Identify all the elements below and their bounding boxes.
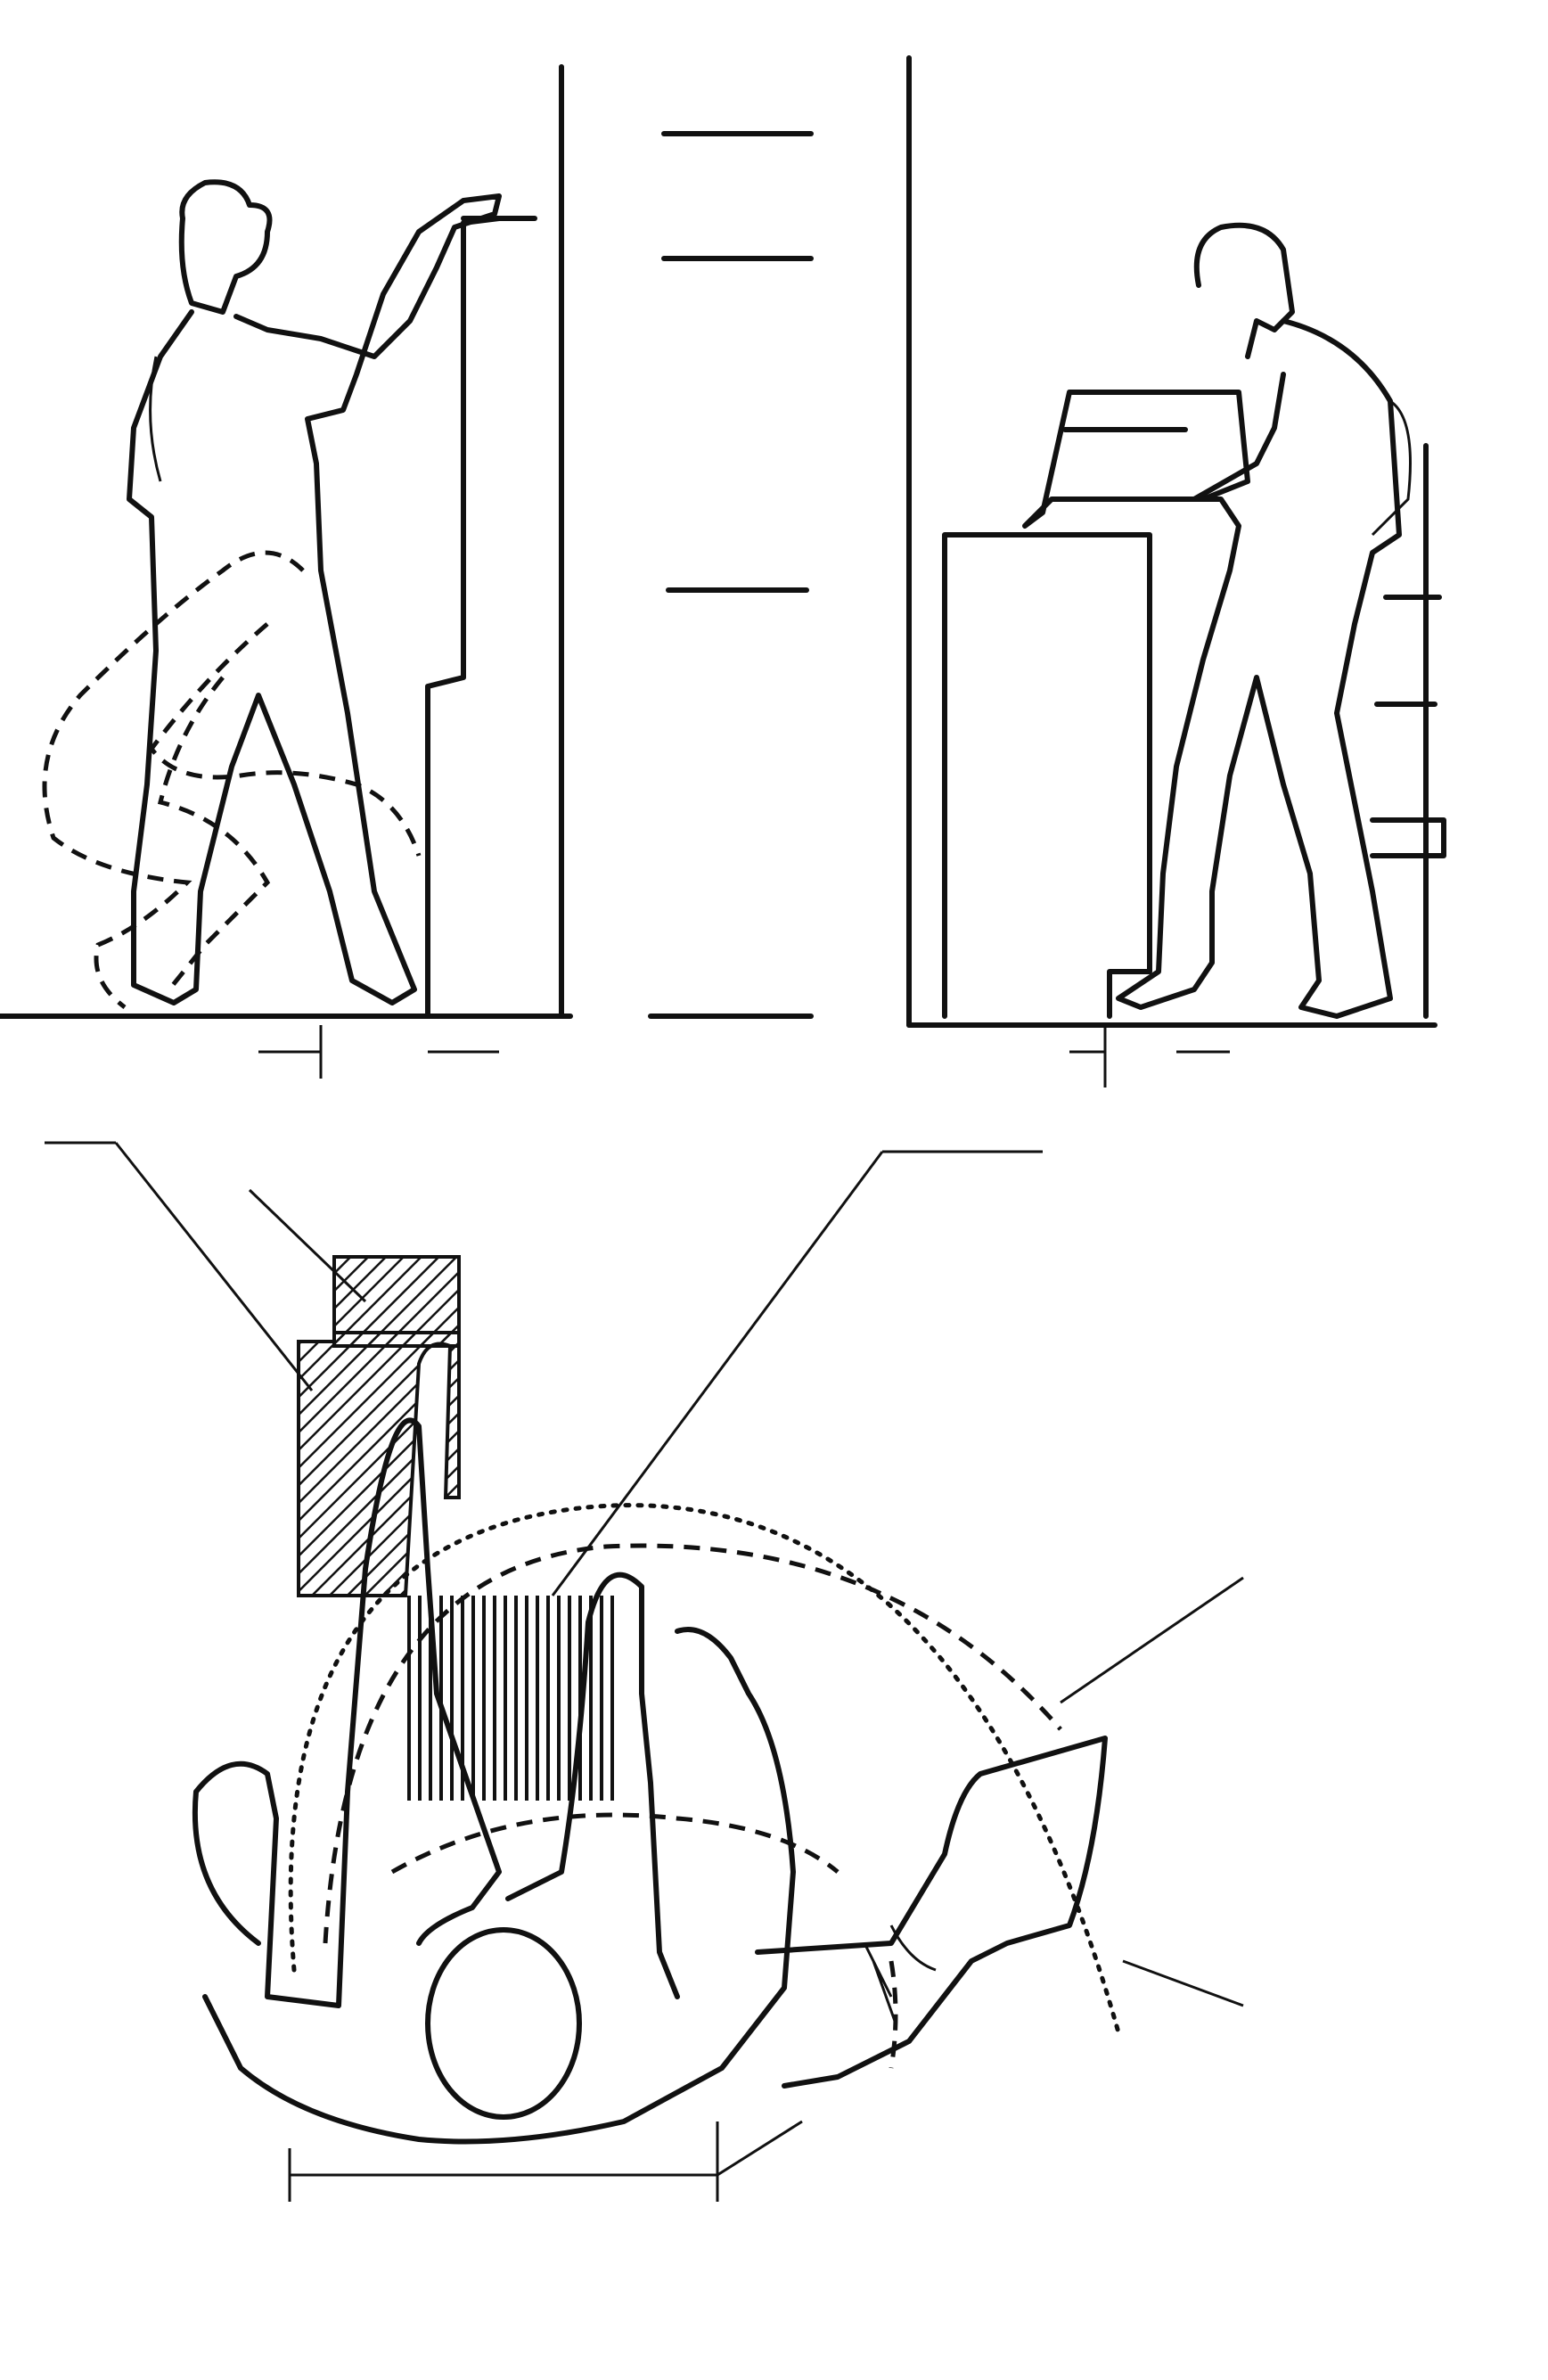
optimal-arc <box>392 1815 838 1872</box>
standing-figure <box>0 182 811 1079</box>
operator-reach-arm <box>758 1738 1105 2086</box>
dashed-pose-1 <box>45 553 303 1007</box>
bench-block <box>945 535 1150 1016</box>
standing-head <box>182 182 270 312</box>
leader-optimal <box>553 1152 882 1596</box>
leader-adjust <box>116 1143 312 1391</box>
operator-head <box>428 1930 579 2117</box>
knee-leader <box>717 2121 802 2175</box>
bench-figure <box>909 226 1444 1087</box>
bench-side-frame <box>1372 446 1444 1016</box>
top-view <box>45 1143 1243 2202</box>
bench-machine <box>1025 392 1248 526</box>
height-scale <box>561 58 909 1025</box>
cabinet-outline <box>428 218 499 1016</box>
bench-head <box>1197 226 1292 357</box>
dashed-pose-2 <box>152 624 419 856</box>
bench-body <box>1118 321 1399 1016</box>
leader-reach <box>1123 1961 1243 2006</box>
operator-fingers <box>864 1925 936 2023</box>
leader-fingers <box>1061 1578 1243 1703</box>
